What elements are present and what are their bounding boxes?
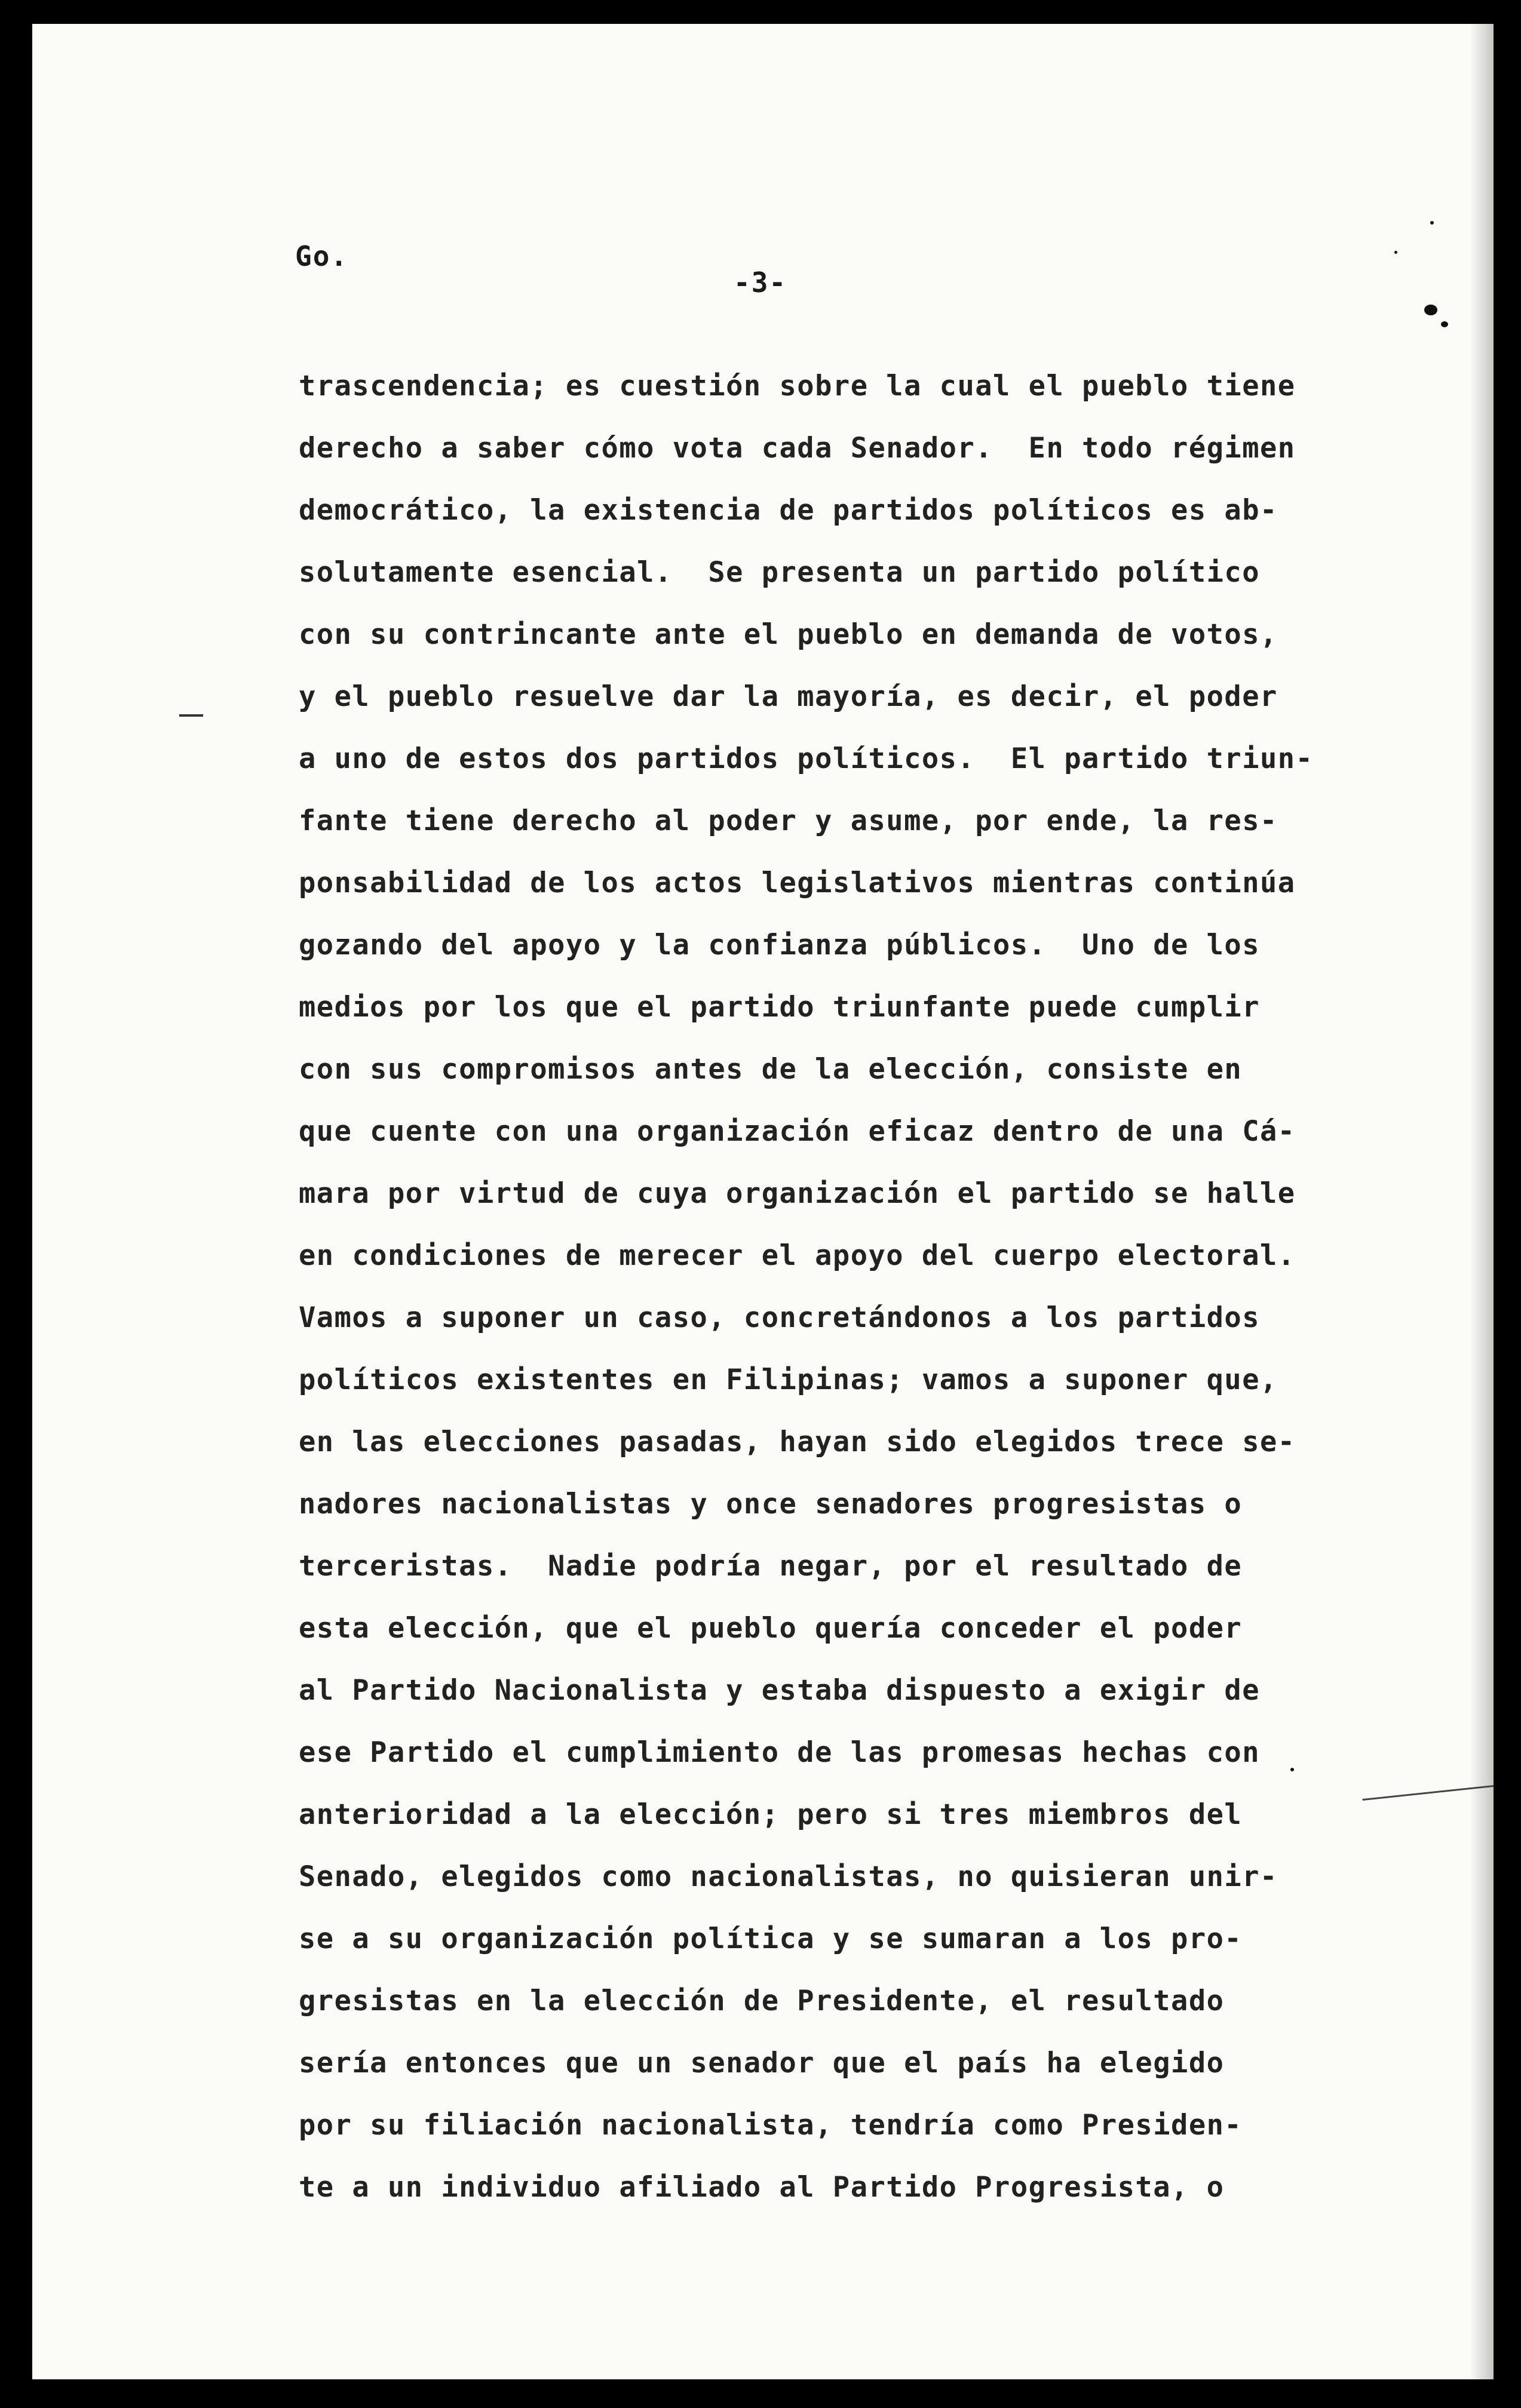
text-line: Senado, elegidos como nacionalistas, no quisieran unir- — [299, 1860, 1278, 1893]
text-line: democrático, la existencia de partidos políticos es ab- — [299, 494, 1278, 527]
text-line: esta elección, que el pueblo quería conceder el poder — [299, 1612, 1243, 1645]
text-line: se a su organización política y se sumaran a los pro- — [299, 1922, 1243, 1955]
text-line: ponsabilidad de los actos legislativos mientras continúa — [299, 867, 1296, 899]
text-line: políticos existentes en Filipinas; vamos a suponer que, — [299, 1363, 1278, 1396]
page-number: -3- — [734, 266, 787, 299]
ink-speck — [1430, 221, 1434, 225]
text-line: en condiciones de merecer el apoyo del cuerpo electoral. — [299, 1239, 1296, 1272]
text-line: por su filiación nacionalista, tendría como Presiden- — [299, 2109, 1243, 2142]
text-line: ese Partido el cumplimiento de las promesas hechas con — [299, 1736, 1261, 1769]
text-line: Vamos a suponer un caso, concretándonos a los partidos — [299, 1301, 1261, 1334]
typewritten-body — [299, 355, 1386, 2219]
text-line: trascendencia; es cuestión sobre la cual el pueblo tiene — [299, 370, 1296, 403]
ink-speck — [1424, 305, 1437, 315]
text-line: anterioridad a la elección; pero si tres miembros del — [299, 1798, 1243, 1831]
page-header-note: Go. — [295, 240, 349, 272]
ink-speck — [1441, 321, 1448, 327]
text-line: medios por los que el partido triunfante puede cumplir — [299, 991, 1261, 1024]
text-line: y el pueblo resuelve dar la mayoría, es decir, el poder — [299, 680, 1278, 713]
text-line: terceristas. Nadie podría negar, por el resultado de — [299, 1550, 1243, 1583]
text-line: nadores nacionalistas y once senadores progresistas o — [299, 1488, 1243, 1521]
text-line: solutamente esencial. Se presenta un partido político — [299, 556, 1261, 589]
margin-tick-mark — [179, 714, 203, 717]
text-line: en las elecciones pasadas, hayan sido elegidos trece se- — [299, 1426, 1296, 1458]
text-line: con sus compromisos antes de la elección, consiste en — [299, 1053, 1243, 1086]
text-line: te a un individuo afiliado al Partido Progresista, o — [299, 2171, 1225, 2204]
ink-speck — [1394, 251, 1397, 254]
text-line: con su contrincante ante el pueblo en demanda de votos, — [299, 618, 1278, 651]
text-line: sería entonces que un senador que el país ha elegido — [299, 2047, 1225, 2080]
document-page — [32, 24, 1494, 2379]
text-line: mara por virtud de cuya organización el partido se halle — [299, 1177, 1296, 1210]
text-line: al Partido Nacionalista y estaba dispuesto a exigir de — [299, 1674, 1261, 1707]
text-line: gresistas en la elección de Presidente, el resultado — [299, 1985, 1225, 2017]
text-line: a uno de estos dos partidos políticos. El partido triun- — [299, 742, 1314, 775]
text-line: derecho a saber cómo vota cada Senador. En todo régimen — [299, 432, 1296, 465]
text-line: fante tiene derecho al poder y asume, por ende, la res- — [299, 804, 1278, 837]
page-edge-shadow — [1470, 24, 1494, 2379]
text-line: que cuente con una organización eficaz dentro de una Cá- — [299, 1115, 1296, 1148]
text-line: gozando del apoyo y la confianza públicos. Uno de los — [299, 929, 1261, 962]
